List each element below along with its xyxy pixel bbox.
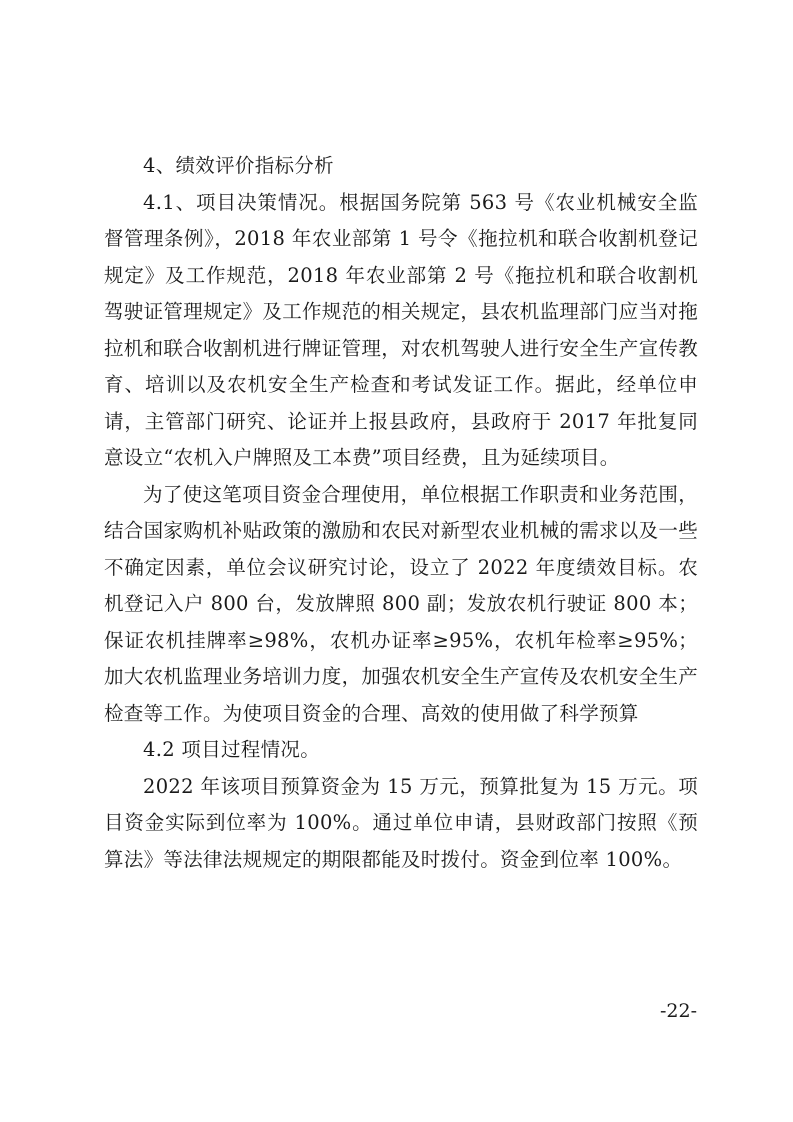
section-heading: 4、绩效评价指标分析 [143,154,334,177]
paragraph-performance-goals: 为了使这笔项目资金合理使用，单位根据工作职责和业务范围，结合国家购机补贴政策的激励和农民对新型农业机械的需求以及一些不确定因素，单位会议研究讨论，设立了 2022 年度绩效目标。农机登记入户 800 台，发放牌照 800 副；发放农机行驶证 800 本；保证农机挂牌率≥98%，农机办证率≥95%，农机年检率≥95%；加大农机监理业务培训力度，加强农机安全生产宣传及农机安全生产检查等工作。为使项目资金的合理、高效的使用做了科学预算 [104,482,699,725]
paragraph-project-decision: 4.1、项目决策情况。根据国务院第 563 号《农业机械安全监督管理条例》，2018 年农业部第 1 号令《拖拉机和联合收割机登记规定》及工作规范，2018 年农业部第 2 号《拖拉机和联合收割机驾驶证管理规定》及工作规范的相关规定，县农机监理部门应当对拖拉机和联合收割机进行牌证管理，对农机驾驶人进行安全生产宣传教育、培训以及农机安全生产检查和考试发证工作。据此，经单位申请，主管部门研究、论证并上报县政府，县政府于 2017 年批复同意设立“农机入户牌照及工本费”项目经费，且为延续项目。 [104,190,699,469]
subsection-heading-project-process: 4.2 项目过程情况。 [143,738,321,761]
document-body [104,148,698,878]
page-number: -22- [659,1000,697,1022]
paragraph-budget-funds: 2022 年该项目预算资金为 15 万元，预算批复为 15 万元。项目资金实际到位率为 100%。通过单位申请，县财政部门按照《预算法》等法律法规规定的期限都能及时拨付。资金到位率 100%。 [104,774,698,871]
